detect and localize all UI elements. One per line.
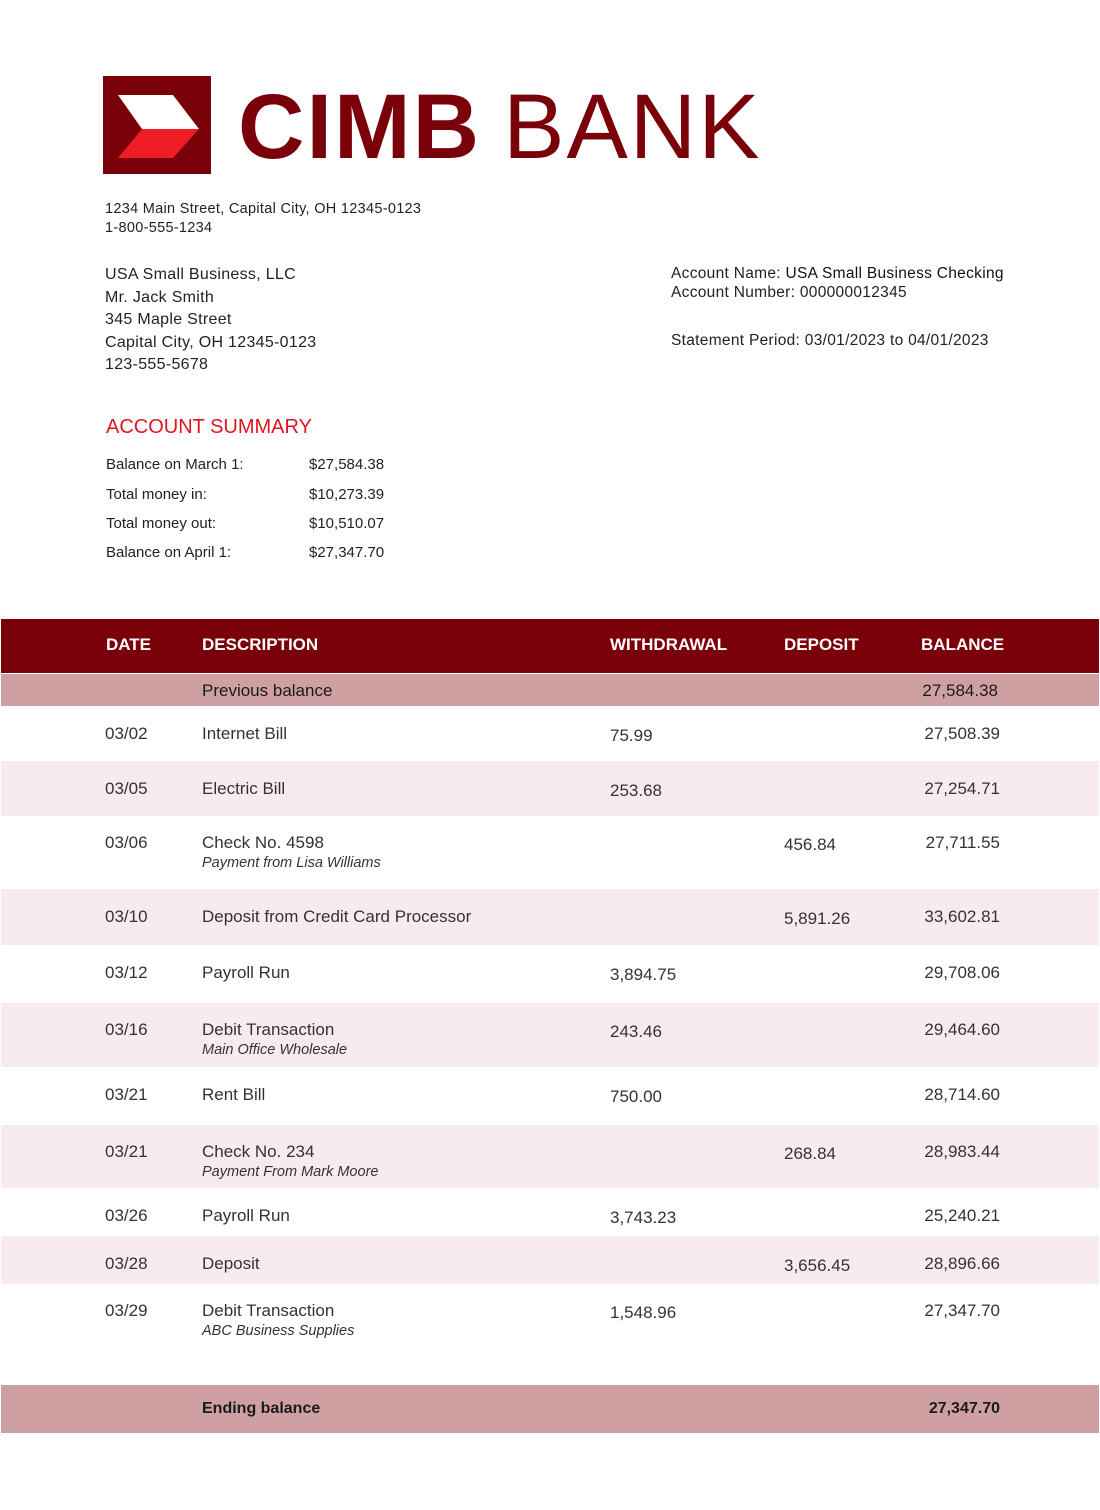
row-balance: 27,347.70 xyxy=(924,1301,1000,1320)
customer-line: Mr. Jack Smith xyxy=(105,288,215,306)
row-withdrawal: 3,743.23 xyxy=(610,1208,677,1227)
bank-phone: 1-800-555-1234 xyxy=(105,220,213,236)
row-date: 03/10 xyxy=(105,907,148,926)
row-deposit: 5,891.26 xyxy=(784,909,851,928)
row-description xyxy=(202,1142,378,1180)
row-date: 03/28 xyxy=(105,1254,148,1273)
table-row xyxy=(1,1284,1099,1385)
row-deposit: 3,656.45 xyxy=(784,1256,851,1275)
row-date: 03/16 xyxy=(105,1020,148,1039)
row-balance: 33,602.81 xyxy=(924,907,1000,926)
account-number-value: 000000012345 xyxy=(799,284,907,301)
row-date: 03/12 xyxy=(105,963,148,982)
table-row xyxy=(1,1067,1099,1125)
row-withdrawal: 750.00 xyxy=(610,1087,662,1106)
summary-row: Balance on March 1: $27,584.38 xyxy=(106,456,385,473)
table-row xyxy=(1,1003,1099,1067)
customer-line: 123-555-5678 xyxy=(105,356,209,373)
row-withdrawal: 3,894.75 xyxy=(610,965,677,984)
account-name-value: USA Small Business Checking xyxy=(785,265,1004,282)
row-withdrawal: 243.46 xyxy=(610,1022,662,1041)
cimb-logo-icon xyxy=(103,76,211,174)
row-description-text: Internet Bill xyxy=(202,724,288,743)
row-balance: 27,254.71 xyxy=(924,779,1000,798)
table-row xyxy=(1,1188,1099,1236)
header-withdrawal: WITHDRAWAL xyxy=(610,635,728,654)
bank-contact xyxy=(105,200,421,238)
table-row xyxy=(1,816,1099,889)
row-withdrawal: 253.68 xyxy=(610,781,662,800)
row-description xyxy=(202,1085,265,1105)
row-description-text: Debit Transaction xyxy=(202,1301,335,1320)
row-balance: 28,983.44 xyxy=(924,1142,1000,1161)
table-row xyxy=(1,889,1099,945)
row-description-sub: Payment From Mark Moore xyxy=(202,1164,379,1180)
row-description xyxy=(202,1020,347,1058)
header-date: DATE xyxy=(106,635,152,654)
row-description xyxy=(202,907,471,927)
row-date: 03/26 xyxy=(105,1206,148,1225)
row-balance: 25,240.21 xyxy=(924,1206,1000,1225)
row-description xyxy=(202,963,290,983)
customer-line: USA Small Business, LLC xyxy=(105,266,296,283)
row-description xyxy=(202,779,285,799)
row-description-text: Debit Transaction xyxy=(202,1020,335,1039)
row-balance: 28,896.66 xyxy=(924,1254,1000,1273)
row-balance: 27,508.39 xyxy=(924,724,1000,743)
row-date: 03/29 xyxy=(105,1301,148,1320)
row-description-text: Payroll Run xyxy=(202,963,290,982)
row-deposit: 456.84 xyxy=(784,835,836,854)
table-row xyxy=(1,1236,1099,1284)
row-description xyxy=(202,724,287,744)
row-description-text: Deposit xyxy=(202,1254,260,1273)
summary-row: Total money out: $10,510.07 xyxy=(106,515,385,532)
row-description-text: Electric Bill xyxy=(202,779,286,798)
statement-period-value: 03/01/2023 to 04/01/2023 xyxy=(804,332,989,349)
previous-balance-value: 27,584.38 xyxy=(922,681,998,700)
ending-balance-row xyxy=(1,1385,1099,1433)
row-date: 03/02 xyxy=(105,724,148,743)
row-description xyxy=(202,833,381,871)
table-row xyxy=(1,1125,1099,1188)
row-withdrawal: 1,548.96 xyxy=(610,1303,677,1322)
previous-balance-label: Previous balance xyxy=(202,681,333,700)
account-summary-title: ACCOUNT SUMMARY xyxy=(106,416,312,438)
row-description-text: Rent Bill xyxy=(202,1085,266,1104)
row-date: 03/21 xyxy=(105,1085,148,1104)
table-row xyxy=(1,945,1099,1003)
customer-address xyxy=(105,264,316,377)
row-description-sub: ABC Business Supplies xyxy=(202,1323,355,1339)
ending-balance-label: Ending balance xyxy=(202,1400,321,1417)
statement-period-label: Statement Period: xyxy=(671,332,801,349)
row-balance: 28,714.60 xyxy=(924,1085,1000,1104)
table-row xyxy=(1,761,1099,816)
row-description-text: Payroll Run xyxy=(202,1206,290,1225)
row-withdrawal: 75.99 xyxy=(610,726,653,745)
account-name-label: Account Name: xyxy=(671,265,781,282)
table-header xyxy=(1,619,1099,673)
account-info xyxy=(671,264,1004,350)
row-balance: 27,711.55 xyxy=(925,833,1000,852)
header-balance: BALANCE xyxy=(921,635,1005,654)
row-description-sub: Main Office Wholesale xyxy=(202,1042,348,1058)
summary-row: Total money in: $10,273.39 xyxy=(106,486,385,503)
table-row xyxy=(1,706,1099,761)
row-description-text: Check No. 4598 xyxy=(202,833,324,852)
row-balance: 29,464.60 xyxy=(924,1020,1000,1039)
account-number-label: Account Number: xyxy=(671,284,796,301)
row-description-text: Deposit from Credit Card Processor xyxy=(202,907,472,926)
row-description-text: Check No. 234 xyxy=(202,1142,315,1161)
ending-balance-value: 27,347.70 xyxy=(928,1400,1000,1417)
customer-line: 345 Maple Street xyxy=(105,311,232,328)
summary-row: Balance on April 1: $27,347.70 xyxy=(106,544,385,561)
row-date: 03/06 xyxy=(105,833,148,852)
bank-name: CIMB BANK xyxy=(238,76,762,178)
row-date: 03/05 xyxy=(105,779,148,798)
row-description xyxy=(202,1206,290,1226)
row-description xyxy=(202,1301,354,1339)
bank-address: 1234 Main Street, Capital City, OH 12345-0123 xyxy=(105,201,422,217)
customer-line: Capital City, OH 12345-0123 xyxy=(105,333,317,351)
row-deposit: 268.84 xyxy=(784,1144,836,1163)
row-date: 03/21 xyxy=(105,1142,148,1161)
row-description-sub: Payment from Lisa Williams xyxy=(202,855,381,871)
row-balance: 29,708.06 xyxy=(924,963,1000,982)
header-deposit: DEPOSIT xyxy=(784,635,859,654)
header-description: DESCRIPTION xyxy=(202,635,319,654)
previous-balance-row xyxy=(1,674,1099,706)
row-description xyxy=(202,1254,260,1274)
